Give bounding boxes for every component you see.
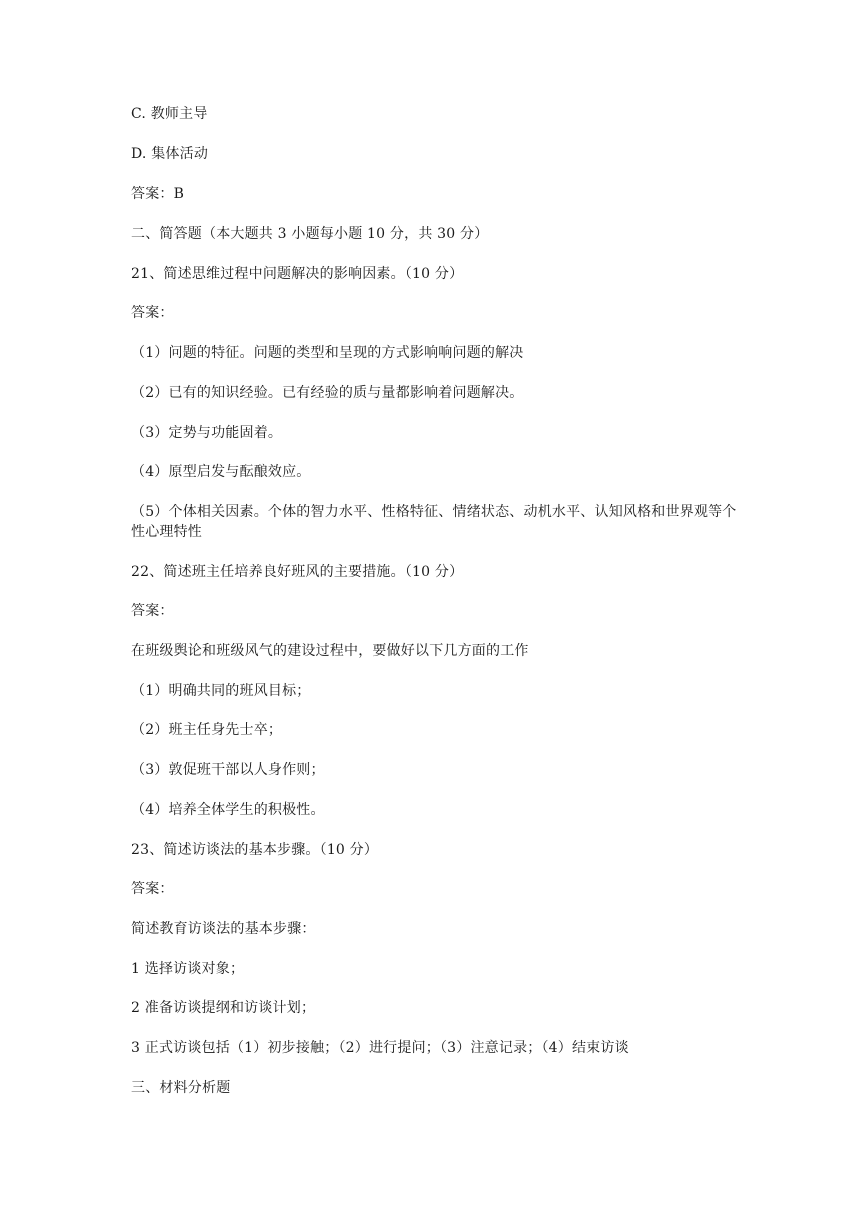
section-heading: 二、简答题（本大题共 3 小题每小题 10 分，共 30 分）	[131, 226, 489, 242]
answer-intro: 简述教育访谈法的基本步骤：	[131, 921, 316, 937]
answer-item: 3 正式访谈包括（1）初步接触；（2）进行提问；（3）注意记录；（4）结束访谈	[131, 1040, 629, 1056]
answer-item: （3）敦促班干部以人身作则；	[131, 762, 325, 778]
answer-item: 2 准备访谈提纲和访谈计划；	[131, 1000, 316, 1016]
question-22: 22、简述班主任培养良好班风的主要措施。（10 分）	[131, 564, 464, 580]
option-c: C. 教师主导	[131, 106, 208, 122]
answer-item: （2）班主任身先士卒；	[131, 722, 283, 738]
question-21: 21、简述思维过程中问题解决的影响因素。（10 分）	[131, 266, 464, 282]
answer-item: （1）明确共同的班风目标；	[131, 683, 311, 699]
answer-line: 答案：B	[131, 186, 185, 202]
answer-item: （4）原型启发与酝酿效应。	[131, 464, 311, 480]
answer-item: （1）问题的特征。问题的类型和呈现的方式影响响问题的解决	[131, 345, 524, 361]
answer-label: 答案：	[131, 603, 174, 619]
answer-item: （2）已有的知识经验。已有经验的质与量都影响着问题解决。	[131, 385, 524, 401]
option-d: D. 集体活动	[131, 146, 209, 162]
answer-label: 答案：	[131, 881, 174, 897]
answer-label: 答案：	[131, 305, 174, 321]
section-heading: 三、材料分析题	[131, 1080, 231, 1096]
answer-item: （3）定势与功能固着。	[131, 425, 283, 441]
answer-intro: 在班级舆论和班级风气的建设过程中，要做好以下几方面的工作	[131, 643, 529, 659]
question-23: 23、简述访谈法的基本步骤。（10 分）	[131, 842, 379, 858]
answer-item: 1 选择访谈对象；	[131, 961, 245, 977]
answer-item: （5）个体相关因素。个体的智力水平、性格特征、情绪状态、动机水平、认知风格和世界观等个性心理特性	[131, 504, 737, 540]
answer-item: （4）培养全体学生的积极性。	[131, 802, 325, 818]
